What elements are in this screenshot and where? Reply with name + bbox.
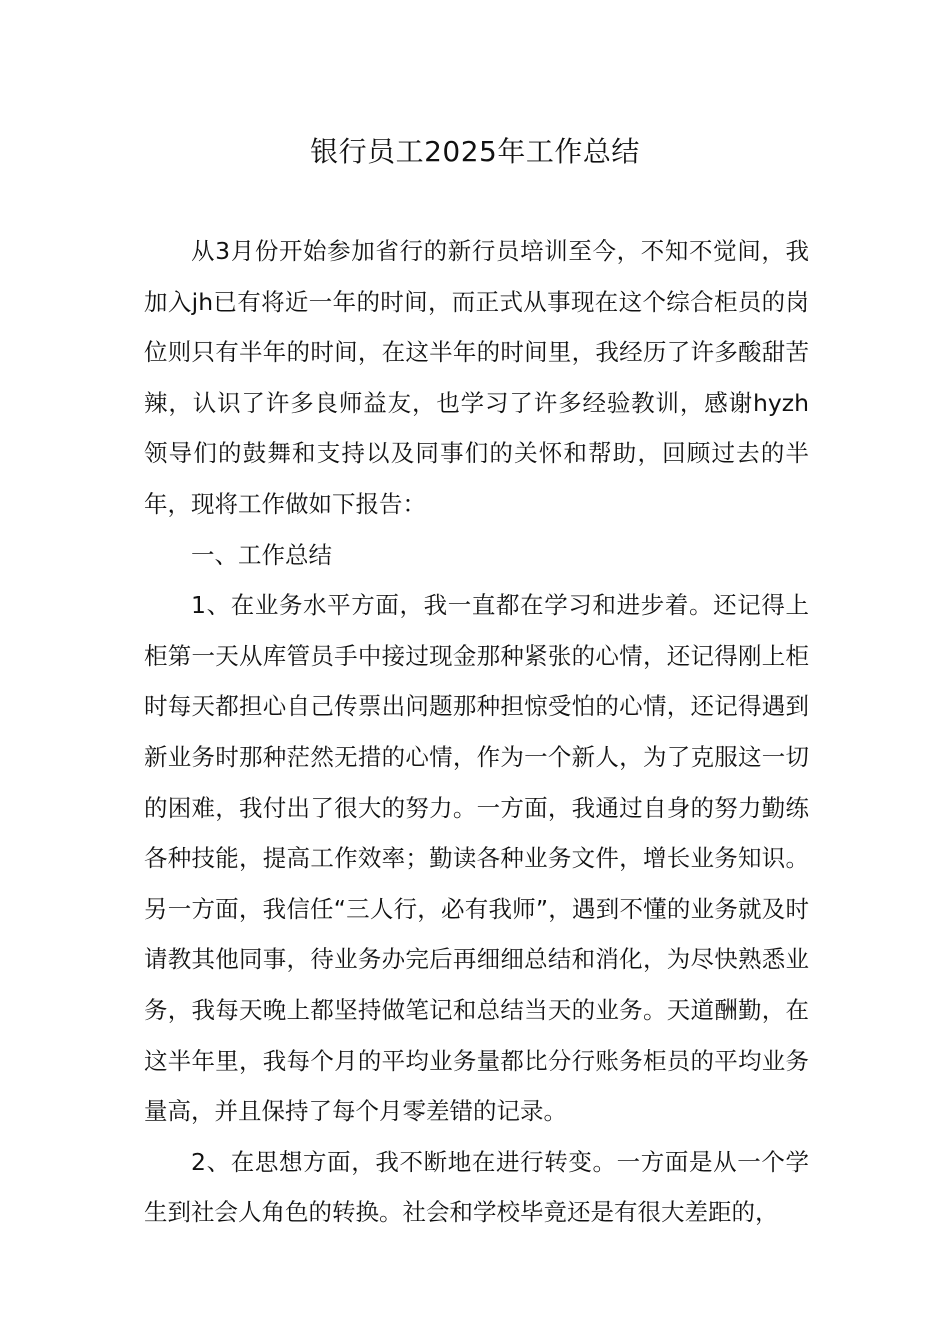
paragraph-business-level: 1、在业务水平方面，我一直都在学习和进步着。还记得上柜第一天从库管员手中接过现金那种紧张的心情，还记得刚上柜时每天都担心自己传票出问题那种担惊受怕的心情，还记得遇到新业务时那种茫然无措的心情，作为一个新人，为了克服这一切的困难，我付出了很大的努力。一方面，我通过自身的努力勤练各种技能，提高工作效率；勤读各种业务文件，增长业务知识。另一方面，我信任“三人行，必有我师”，遇到不懂的业务就及时请教其他同事，待业务办完后再细细总结和消化，为尽快熟悉业务，我每天晚上都坚持做笔记和总结当天的业务。天道酬勤，在这半年里，我每个月的平均业务量都比分行账务柜员的平均业务量高，并且保持了每个月零差错的记录。 [144,591,809,1126]
paragraph-thinking: 2、在思想方面，我不断地在进行转变。一方面是从一个学生到社会人角色的转换。社会和学校毕竟还是有很大差距的， [144,1147,809,1227]
section-heading-work-summary: 一、工作总结 [191,540,332,569]
document-body [144,226,809,1238]
paragraph-intro: 从3月份开始参加省行的新行员培训至今，不知不觉间，我加入jh已有将近一年的时间，而正式从事现在这个综合柜员的岗位则只有半年的时间，在这半年的时间里，我经历了许多酸甜苦辣，认识了许多良师益友，也学习了许多经验教训，感谢hyzh领导们的鼓舞和支持以及同事们的关怀和帮助，回顾过去的半年，现将工作做如下报告： [144,237,809,518]
document-title: 银行员工2025年工作总结 [310,135,640,168]
